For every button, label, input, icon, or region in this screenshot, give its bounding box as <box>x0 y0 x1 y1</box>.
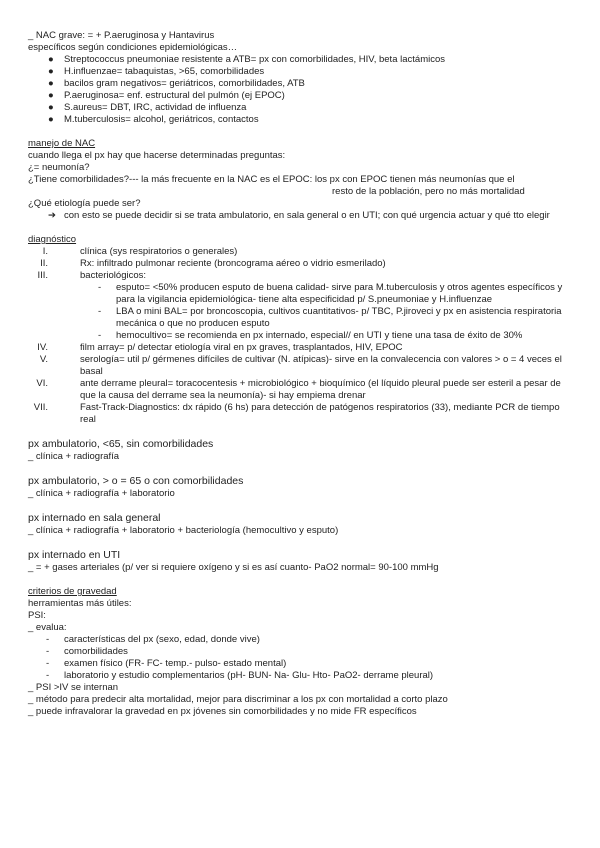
diagnostico-heading: diagnóstico <box>28 234 77 245</box>
bullet-icon: ● <box>48 114 54 125</box>
arrow-right-icon: ➔ <box>48 210 56 221</box>
list-item: ● Streptococcus pneumoniae resistente a ATB= px con comorbilidades, HIV, beta lactámicos <box>48 54 445 65</box>
criterios-intro: herramientas más útiles: <box>28 598 132 609</box>
list-item: ● H.influenzae= tabaquistas, >65, comorbilidades <box>48 66 265 77</box>
list-item: VI. ante derrame pleural= toracocentesis + microbiológico + bioquímico (el líquido pleural puede ser esteril a pesar de que la causa del derrame sea la neumonía)- si hay empiema drenar <box>36 378 561 401</box>
criterios-list <box>28 634 573 682</box>
manejo-arrow-note: ➔ con esto se puede decidir si se trata ambulatorio, en sala general o en UTI; con qué urgencia actuar y qué tto elegir <box>48 210 550 221</box>
escenario-title: px internado en UTI <box>28 549 121 561</box>
diagnostico-list <box>28 246 573 426</box>
escenario-title: px ambulatorio, <65, sin comorbilidades <box>28 438 214 450</box>
criterios-note: _ puede infravalorar la gravedad en px jóvenes sin comorbilidades y no mide FR específicos <box>28 706 417 717</box>
criterios-evalua: _ evalua: <box>28 622 67 633</box>
bacteriologicos-sublist <box>80 282 573 342</box>
list-item: - características del px (sexo, edad, donde vive) <box>46 634 260 645</box>
list-item: I. clínica (sys respiratorios o generales) <box>42 246 238 257</box>
manejo-question-2: ¿Tiene comorbilidades?--- la más frecuente en la NAC es el EPOC: los px con EPOC tienen más neumonías que el <box>28 174 515 185</box>
criterios-note: _ PSI >IV se internan <box>28 682 119 693</box>
nac-grave-list <box>28 54 573 126</box>
criterios-note: _ método para predecir alta mortalidad, mejor para discriminar a los px con mortalidad a corto plazo <box>28 694 448 705</box>
list-item: ● P.aeruginosa= enf. estructural del pulmón (ej EPOC) <box>48 90 285 101</box>
list-item: IV. film array= p/ detectar etiología viral en px graves, trasplantados, HIV, EPOC <box>37 342 403 353</box>
escenario-detail: _ clínica + radiografía + laboratorio + bacteriología (hemocultivo y esputo) <box>28 525 339 536</box>
escenario-detail: _ = + gases arteriales (p/ ver si requiere oxígeno y si es así cuanto- PaO2 normal= 90-100 mmHg <box>28 562 439 573</box>
nac-grave-title: _ NAC grave: = + P.aeruginosa y Hantavirus <box>28 30 215 41</box>
bullet-icon: ● <box>48 102 54 113</box>
escenario-title: px ambulatorio, > o = 65 o con comorbilidades <box>28 475 244 487</box>
list-item: VII. Fast-Track-Diagnostics: dx rápido (6 hs) para detección de patógenos respiratorios (33), mediante PCR de tiempo real <box>33 402 560 425</box>
list-item: - laboratorio y estudio complementarios (pH- BUN- Na- Glu- Hto- PaO2- derrame pleural) <box>46 670 434 681</box>
escenario-detail: _ clínica + radiografía + laboratorio <box>28 488 175 499</box>
list-item: - LBA o mini BAL= por broncoscopia, cultivos cuantitativos- p/ TBC, P.jiroveci y px en asistencia respiratoria mecánica o que no producen esputo <box>98 306 562 329</box>
manejo-question-2-cont: resto de la población, pero no más mortalidad <box>332 186 525 197</box>
escenario-detail: _ clínica + radiografía <box>28 451 120 462</box>
bullet-icon: ● <box>48 78 54 89</box>
list-item: - comorbilidades <box>46 646 128 657</box>
bullet-icon: ● <box>48 90 54 101</box>
list-item: V. serología= util p/ gérmenes difíciles de cultivar (N. atípicas)- sirve en la convalecencia con valores > o = 4 veces el basal <box>39 354 562 377</box>
list-item: - examen físico (FR- FC- temp.- pulso- estado mental) <box>46 658 287 669</box>
list-item: ● M.tuberculosis= alcohol, geriátricos, contactos <box>48 114 259 125</box>
list-item: ● bacilos gram negativos= geriátricos, comorbilidades, ATB <box>48 78 305 89</box>
list-item: - esputo= <50% producen esputo de buena calidad- sirve para M.tuberculosis y otros agentes específicos y para la vigilancia epidemiológica- tiene alta especificidad p/ S.pneumoniae y H.influenzae <box>98 282 563 305</box>
escenario-title: px internado en sala general <box>28 512 161 524</box>
manejo-question-1: ¿= neumonía? <box>28 162 90 173</box>
bullet-icon: ● <box>48 66 54 77</box>
manejo-intro: cuando llega el px hay que hacerse determinadas preguntas: <box>28 150 286 161</box>
list-item: III. bacteriológicos: - esputo= <50% producen esputo de buena calidad- sirve para M.tuberculosis y otros agentes específicos y para la vigilancia epidemiológica- tiene alta especificidad p/ S.pneumoniae y H.influenzae - LBA o mini BAL= por broncoscopia, cultivos cuantitativos- p/ TBC, P.jiroveci y px en asistencia respiratoria mecánica o que no producen esputo - hemocultivo= se recomienda en px internado, especial// en UTI y tiene una tasa de éxito de 30% <box>28 270 573 342</box>
document-page <box>28 30 573 718</box>
list-item: II. Rx: infiltrado pulmonar reciente (broncograma aéreo o vidrio esmerilado) <box>40 258 386 269</box>
list-item: - hemocultivo= se recomienda en px internado, especial// en UTI y tiene una tasa de éxito de 30% <box>98 330 523 341</box>
manejo-heading: manejo de NAC <box>28 138 96 149</box>
manejo-question-3: ¿Qué etiología puede ser? <box>28 198 141 209</box>
criterios-psi: PSI: <box>28 610 46 621</box>
criterios-heading: criterios de gravedad <box>28 586 117 597</box>
list-item: ● S.aureus= DBT, IRC, actividad de influenza <box>48 102 247 113</box>
nac-grave-subtitle: específicos según condiciones epidemiológicas… <box>28 42 238 53</box>
bullet-icon: ● <box>48 54 54 65</box>
